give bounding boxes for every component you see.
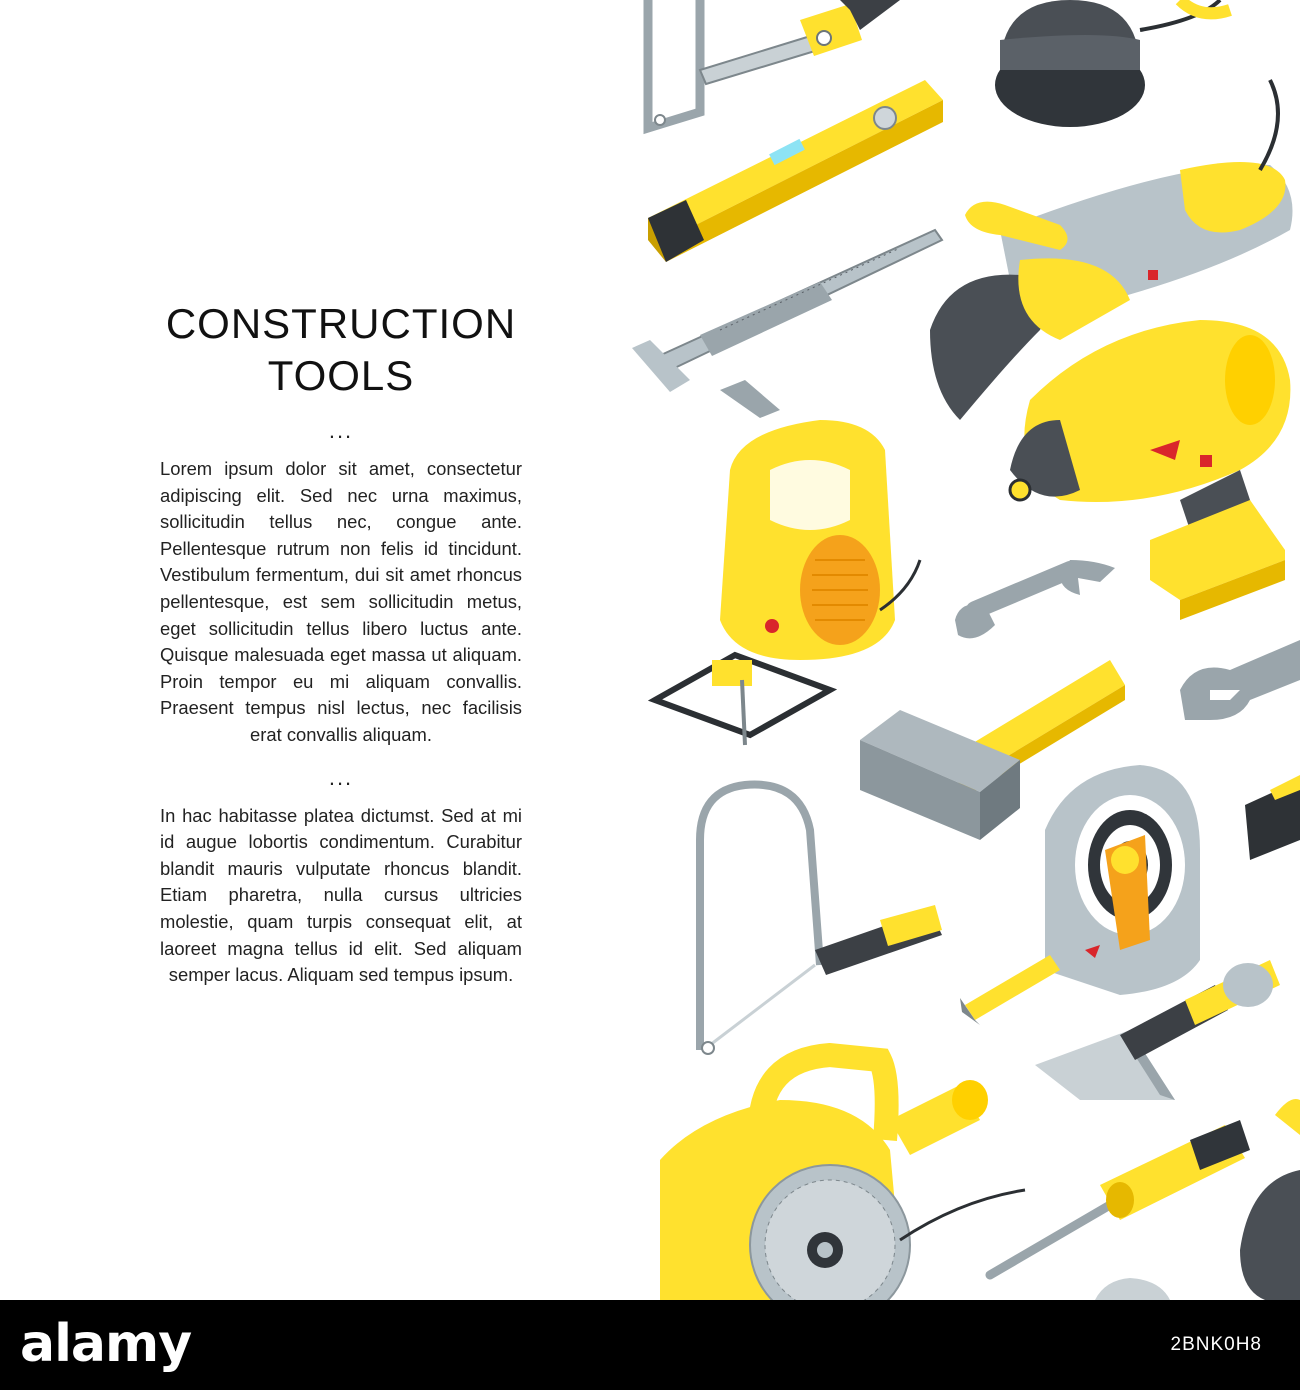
- paragraph-1: Lorem ipsum dolor sit amet, consectetur adipiscing elit. Sed nec urna maximus, sollicitudin tellus nec, congue ante. Pellentesque rutrum non felis id tincidunt. Vestibulum fermentum, dui sit amet rhoncus pellentesque, est sem sollicitudin metus, eget sollicitudin tellus libero luctus ante. Quisque malesuada eget massa ut aliquam. Proin tempor eu mi aliquam convallis. Praesent tempus nisl lectus, nec facilisis erat convallis aliquam.: [160, 458, 522, 745]
- wrench-large-icon: [1180, 640, 1300, 720]
- paragraph-2: In hac habitasse platea dictumst. Sed at mi id augue lobortis condimentum. Curabitur blandit mauris vulputate rhoncus blandit. Etiam pharetra, nulla cursus ultricies molestie, quam turpis consequat elit, at laoreet magna tellus id elit. Sed aliquam semper lacus. Aliquam sed tempus ipsum.: [160, 804, 522, 986]
- separator-1: ...: [328, 418, 354, 443]
- sander-icon: [995, 0, 1230, 127]
- title-line-2: TOOLS: [267, 352, 415, 399]
- text-column: [160, 298, 522, 989]
- level-fragment-icon: [1245, 775, 1300, 860]
- jigsaw-icon: [655, 420, 920, 745]
- footer-bar: [0, 1300, 1300, 1390]
- separator-2: ...: [328, 764, 354, 790]
- tools-illustration: [620, 0, 1300, 1300]
- circular-saw-icon: [660, 1055, 1025, 1300]
- wrench-icon: [955, 560, 1115, 638]
- image-id: 2BNK0H8: [1170, 1334, 1262, 1355]
- screwdriver-icon: [990, 1120, 1250, 1275]
- coping-saw-icon: [700, 785, 942, 1054]
- caliper-icon: [632, 230, 942, 418]
- poster-title: [160, 298, 522, 402]
- brand-logo: alamy: [20, 1314, 192, 1374]
- title-line-1: CONSTRUCTION: [165, 300, 517, 347]
- hacksaw-icon: [648, 0, 900, 128]
- spirit-level-icon: [648, 80, 943, 262]
